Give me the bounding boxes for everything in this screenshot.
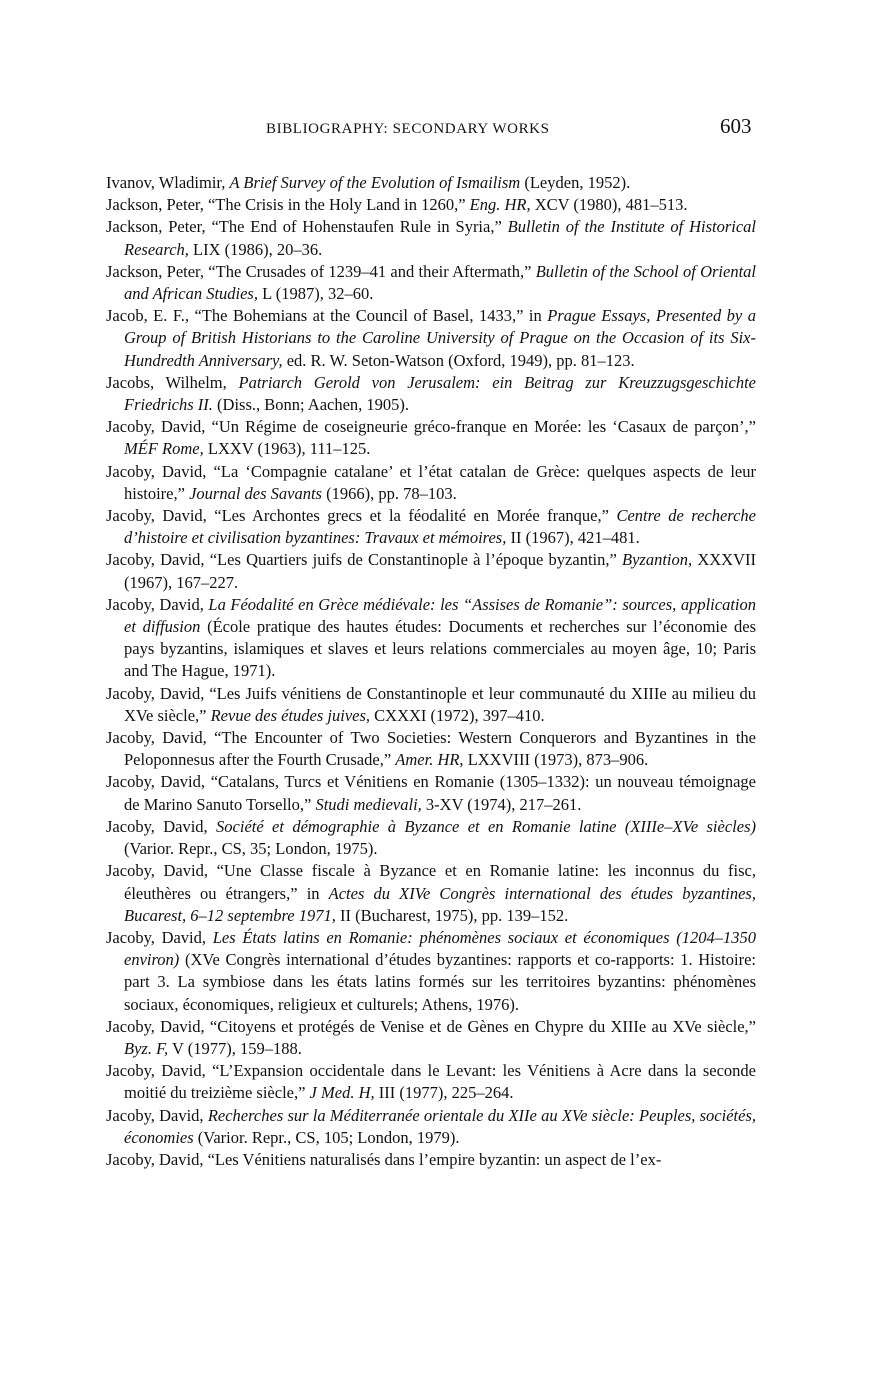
- running-head: BIBLIOGRAPHY: SECONDARY WORKS: [266, 121, 550, 137]
- entry-title: Byz. F,: [124, 1038, 169, 1058]
- entry-text: LXXV (1963), 111–125.: [203, 439, 371, 459]
- bibliography-list: [106, 172, 756, 1171]
- entry-text: Jacoby, David,: [106, 927, 213, 947]
- entry-text: (Varior. Repr., CS, 105; London, 1979).: [193, 1127, 460, 1147]
- entry-title: Recherches sur la Méditerranée orientale du XIIe au XVe siècle: Peuples, sociétés, économies: [124, 1105, 756, 1147]
- entry-title: Amer. HR,: [395, 750, 464, 770]
- entry-text: Jacoby, David, “The Encounter of Two Societies: Western Conquerors and Byzantines in the Peloponnesus after the Fourth Crusade,”: [106, 728, 756, 770]
- entry-text: Jackson, Peter, “The Crisis in the Holy Land in 1260,”: [106, 195, 470, 215]
- entry-text: XXXVII (1967), 167–227.: [124, 550, 756, 592]
- bibliography-entry: [106, 1060, 756, 1104]
- entry-title: A Brief Survey of the Evolution of Ismailism: [229, 173, 521, 192]
- entry-title: Patriarch Gerold von Jerusalem: ein Beitrag zur Kreuzzugsgeschichte Friedrichs II.: [124, 372, 757, 415]
- entry-text: (Leyden, 1952).: [520, 173, 631, 192]
- entry-title: Eng. HR,: [469, 195, 531, 215]
- bibliography-entry: [106, 305, 756, 372]
- entry-text: ed. R. W. Seton-Watson (Oxford, 1949), pp. 81–123.: [282, 350, 635, 370]
- entry-text: XCV (1980), 481–513.: [530, 195, 688, 215]
- entry-text: III (1977), 225–264.: [374, 1083, 514, 1103]
- entry-text: Jacoby, David, “Les Quartiers juifs de Constantinople à l’époque byzantin,”: [106, 550, 623, 570]
- bibliography-entry: [106, 505, 756, 549]
- entry-text: CXXXI (1972), 397–410.: [370, 705, 545, 725]
- bibliography-entry: [106, 194, 756, 216]
- bibliography-entry: [106, 172, 756, 194]
- entry-text: Jacoby, David, “Les Vénitiens naturalisés dans l’empire byzantin: un aspect de l’ex-: [106, 1149, 662, 1169]
- bibliography-entry: [106, 816, 756, 860]
- entry-text: LIX (1986), 20–36.: [188, 239, 323, 259]
- entry-title: Journal des Savants: [189, 483, 322, 503]
- entry-text: (XVe Congrès international d’études byzantines: rapports et co-rapports: 1. Histoire: part 3. La symbiose dans les états latins formés sur les territoires byzantins: phénomènes sociaux, économiques, religieux et culturels; Athens, 1976).: [124, 950, 756, 1014]
- bibliography-entry: [106, 1016, 756, 1060]
- bibliography-entry: [106, 261, 756, 305]
- entry-text: Jacoby, David, “La ‘Compagnie catalane’ et l’état catalan de Grèce: quelques aspects de leur histoire,”: [106, 461, 756, 503]
- entry-text: Jacoby, David, “Catalans, Turcs et Vénitiens en Romanie (1305–1332): un nouveau témoignage de Marino Sanuto Torsello,”: [106, 772, 756, 814]
- entry-title: La Féodalité en Grèce médiévale: les “Assises de Romanie”: sources, application et diffusion: [124, 594, 756, 637]
- bibliography-entry: [106, 372, 756, 416]
- entry-text: Jacoby, David, “L’Expansion occidentale dans le Levant: les Vénitiens à Acre dans la seconde moitié du treizième siècle,”: [106, 1061, 756, 1103]
- bibliography-entry: [106, 860, 756, 927]
- bibliography-entry: [106, 416, 756, 460]
- entry-title: Société et démographie à Byzance et en Romanie latine (XIIIe–XVe siècles): [216, 816, 756, 836]
- page-number: 603: [720, 114, 752, 138]
- bibliography-entry: [106, 727, 756, 771]
- entry-text: (Varior. Repr., CS, 35; London, 1975).: [124, 839, 378, 859]
- entry-text: Jacoby, David,: [106, 816, 217, 836]
- entry-title: MÉF Rome,: [124, 439, 204, 459]
- bibliography-entry: [106, 1105, 756, 1149]
- bibliography-entry: [106, 1149, 756, 1171]
- entry-title: Actes du XIVe Congrès international des études byzantines, Bucarest, 6–12 septembre 1971,: [124, 883, 756, 925]
- entry-text: Jacoby, David,: [106, 1105, 208, 1125]
- entry-title: Studi medievali,: [315, 794, 422, 814]
- entry-text: Jacobs, Wilhelm,: [106, 372, 239, 392]
- entry-text: (Diss., Bonn; Aachen, 1905).: [212, 395, 410, 415]
- entry-text: Jackson, Peter, “The End of Hohenstaufen Rule in Syria,”: [106, 217, 508, 237]
- entry-title: Les États latins en Romanie: phénomènes sociaux et économiques (1204–1350 environ): [124, 927, 756, 970]
- entry-text: Jacoby, David, “Une Classe fiscale à Byzance et en Romanie latine: les inconnus du fisc, éleuthères ou étrangers,” in: [106, 861, 756, 903]
- bibliography-entry: [106, 594, 756, 683]
- entry-text: V (1977), 159–188.: [168, 1038, 302, 1058]
- entry-text: (École pratique des hautes études: Documents et recherches sur l’économie des pays byzantins, islamiques et slaves et leurs relations commerciales au moyen âge, 10; Paris and The Hague, 1971).: [124, 617, 757, 681]
- entry-title: Centre de recherche d’histoire et civilisation byzantines: Travaux et mémoires,: [124, 506, 756, 548]
- entry-text: 3-XV (1974), 217–261.: [421, 794, 582, 814]
- entry-title: Prague Essays, Presented by a Group of British Historians to the Caroline University of Prague on the Occasion of its Six-Hundredth Anniversary,: [124, 306, 756, 370]
- entry-text: Jacoby, David, “Les Archontes grecs et la féodalité en Morée franque,”: [106, 506, 617, 526]
- entry-text: Jacoby, David, “Citoyens et protégés de Venise et de Gènes en Chypre du XIIIe au XVe siècle,”: [106, 1016, 756, 1036]
- entry-text: Ivanov, Wladimir,: [106, 173, 230, 192]
- entry-text: Jackson, Peter, “The Crusades of 1239–41 and their Aftermath,”: [106, 261, 536, 281]
- bibliography-entry: [106, 461, 756, 505]
- entry-text: Jacoby, David, “Les Juifs vénitiens de Constantinople et leur communauté du XIIIe au milieu du XVe siècle,”: [106, 683, 756, 725]
- entry-text: L (1987), 32–60.: [257, 284, 374, 304]
- bibliography-entry: [106, 216, 756, 260]
- entry-title: Revue des études juives,: [210, 705, 371, 725]
- entry-text: II (Bucharest, 1975), pp. 139–152.: [335, 905, 569, 925]
- bibliography-entry: [106, 549, 756, 593]
- entry-title: J Med. H,: [309, 1083, 375, 1103]
- bibliography-entry: [106, 771, 756, 815]
- entry-text: Jacob, E. F., “The Bohemians at the Council of Basel, 1433,” in: [106, 306, 548, 326]
- entry-title: Bulletin of the Institute of Historical Research,: [124, 217, 756, 259]
- entry-title: Byzantion,: [622, 550, 693, 570]
- entry-title: Bulletin of the School of Oriental and African Studies,: [124, 261, 757, 304]
- entry-text: II (1967), 421–481.: [506, 528, 640, 548]
- entry-text: LXXVIII (1973), 873–906.: [463, 750, 649, 770]
- entry-text: Jacoby, David, “Un Régime de coseigneurie gréco-franque en Morée: les ‘Casaux de parçon’,”: [106, 417, 756, 437]
- bibliography-entry: [106, 927, 756, 1016]
- entry-text: (1966), pp. 78–103.: [321, 483, 457, 503]
- entry-text: Jacoby, David,: [106, 594, 209, 614]
- bibliography-entry: [106, 683, 756, 727]
